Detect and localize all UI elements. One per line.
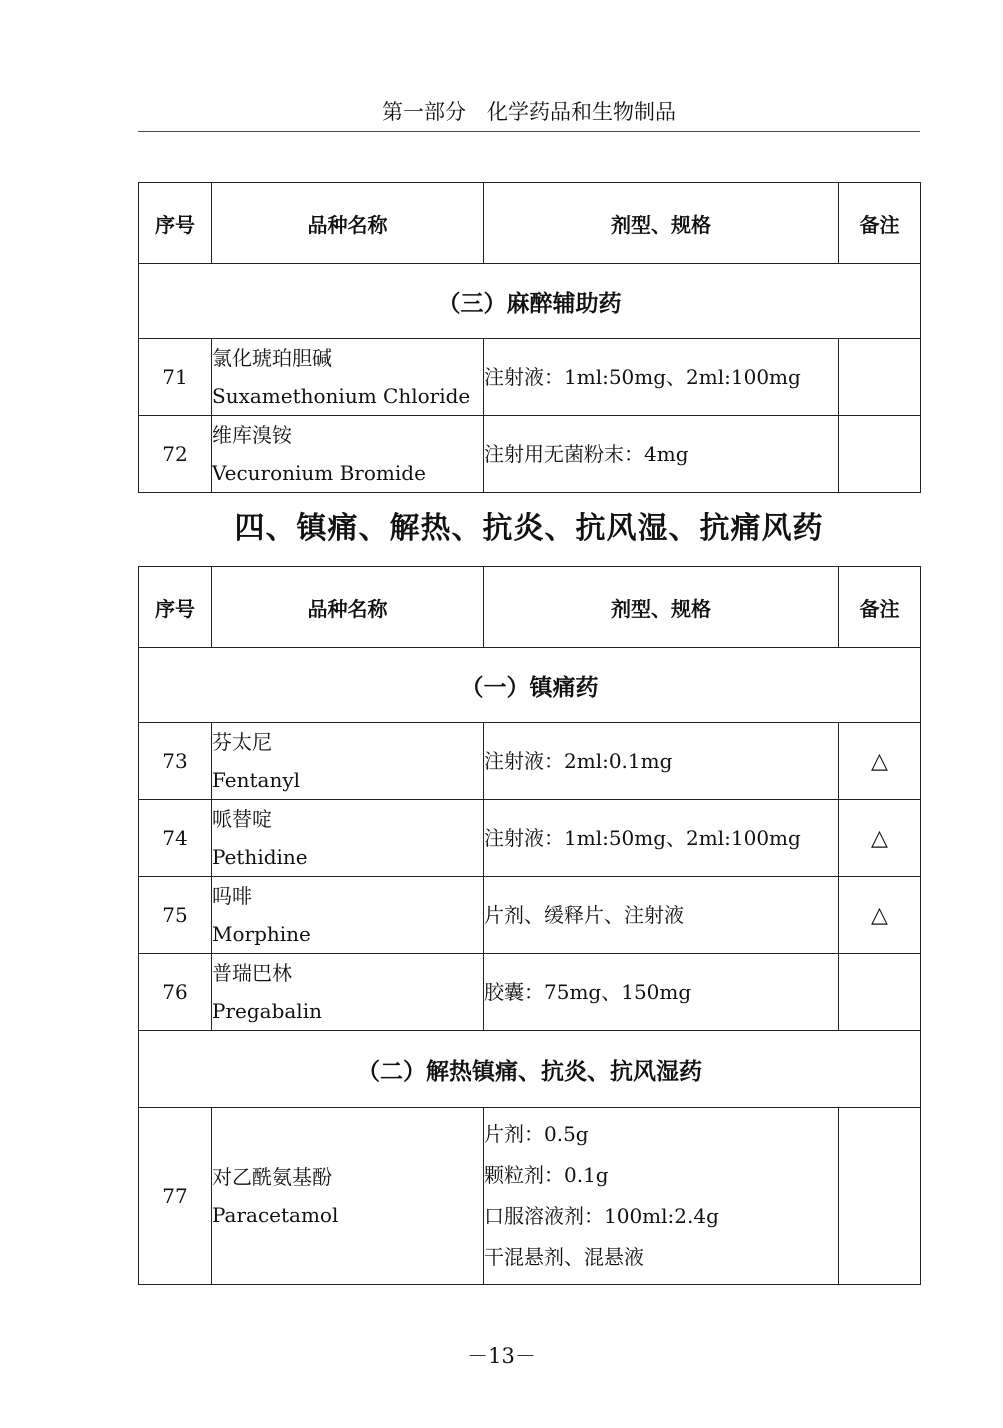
- spec-line: 注射液：1ml:50mg、2ml:100mg: [484, 825, 801, 850]
- drug-name-en: Fentanyl: [212, 768, 301, 792]
- drug-name-cn: 对乙酰氨基酚: [212, 1165, 332, 1189]
- section-title: 四、镇痛、解热、抗炎、抗风湿、抗痛风药: [234, 511, 824, 546]
- drug-name-cn: 维库溴铵: [212, 423, 292, 447]
- column-header-name: 品种名称: [212, 567, 484, 648]
- drug-name-cn: 哌替啶: [212, 807, 272, 831]
- subsection-heading: （二）解热镇痛、抗炎、抗风湿药: [139, 1031, 921, 1108]
- spec-line: 注射液：1ml:50mg、2ml:100mg: [484, 364, 801, 389]
- row-note: △: [839, 877, 921, 954]
- running-header: 第一部分 化学药品和生物制品: [382, 100, 676, 124]
- row-spec: [484, 800, 839, 877]
- drug-name-en: Suxamethonium Chloride: [212, 384, 471, 408]
- row-note: [839, 339, 921, 416]
- row-seq: 75: [139, 877, 212, 954]
- table1-body: [139, 339, 921, 493]
- spec-line: 颗粒剂：0.1g: [484, 1163, 609, 1187]
- subsection-heading: （三）麻醉辅助药: [139, 264, 921, 339]
- drug-name-cn: 普瑞巴林: [212, 961, 292, 985]
- table-row: [139, 800, 921, 877]
- drug-name-cn: 氯化琥珀胆碱: [212, 346, 332, 370]
- row-name: [212, 723, 484, 800]
- column-header-note: 备注: [839, 567, 921, 648]
- spec-line: 片剂：0.5g: [484, 1122, 589, 1146]
- table2-body1: [139, 723, 921, 1031]
- row-name: [212, 416, 484, 493]
- table-row: [139, 723, 921, 800]
- row-spec: [484, 1108, 839, 1285]
- column-header-spec: 剂型、规格: [484, 567, 839, 648]
- drug-name-en: Vecuronium Bromide: [212, 461, 426, 485]
- column-header-seq: 序号: [139, 183, 212, 264]
- row-name: [212, 339, 484, 416]
- table2-body2: [139, 1108, 921, 1285]
- column-header-note: 备注: [839, 183, 921, 264]
- row-spec: [484, 877, 839, 954]
- row-name: [212, 877, 484, 954]
- drug-name-cn: 吗啡: [212, 884, 252, 908]
- row-seq: 72: [139, 416, 212, 493]
- page-number: －13－: [467, 1344, 536, 1368]
- spec-line: 干混悬剂、混悬液: [484, 1245, 644, 1269]
- row-seq: 77: [139, 1108, 212, 1285]
- spec-line: 口服溶液剂：100ml:2.4g: [484, 1204, 719, 1228]
- column-header-seq: 序号: [139, 567, 212, 648]
- row-spec: [484, 416, 839, 493]
- row-note: [839, 416, 921, 493]
- row-name: [212, 954, 484, 1031]
- spec-line: 注射用无菌粉末：4mg: [484, 441, 689, 466]
- spec-line: 注射液：2ml:0.1mg: [484, 748, 673, 773]
- header-rule: [138, 131, 920, 132]
- row-spec: [484, 339, 839, 416]
- row-note: △: [839, 800, 921, 877]
- drug-name-cn: 芬太尼: [212, 730, 272, 754]
- spec-line: 片剂、缓释片、注射液: [484, 902, 684, 927]
- table-header-row: [139, 183, 921, 264]
- row-seq: 73: [139, 723, 212, 800]
- row-name: [212, 800, 484, 877]
- column-header-spec: 剂型、规格: [484, 183, 839, 264]
- drug-name-en: Pregabalin: [212, 999, 322, 1023]
- row-name: [212, 1108, 484, 1285]
- column-header-name: 品种名称: [212, 183, 484, 264]
- drug-table-anesthesia-adjuncts: [138, 182, 921, 493]
- table-row: [139, 416, 921, 493]
- drug-name-en: Paracetamol: [212, 1203, 339, 1227]
- row-note: △: [839, 723, 921, 800]
- subsection-heading: （一）镇痛药: [139, 648, 921, 723]
- drug-name-en: Pethidine: [212, 845, 308, 869]
- row-note: [839, 954, 921, 1031]
- table-row: [139, 877, 921, 954]
- table-row: [139, 339, 921, 416]
- row-seq: 74: [139, 800, 212, 877]
- row-spec: [484, 723, 839, 800]
- table-header-row: [139, 567, 921, 648]
- row-note: [839, 1108, 921, 1285]
- row-seq: 71: [139, 339, 212, 416]
- row-spec: [484, 954, 839, 1031]
- drug-name-en: Morphine: [212, 922, 311, 946]
- drug-table-analgesics: [138, 566, 921, 1285]
- table-row: [139, 954, 921, 1031]
- spec-line: 胶囊：75mg、150mg: [484, 979, 692, 1004]
- table-row: [139, 1108, 921, 1285]
- row-seq: 76: [139, 954, 212, 1031]
